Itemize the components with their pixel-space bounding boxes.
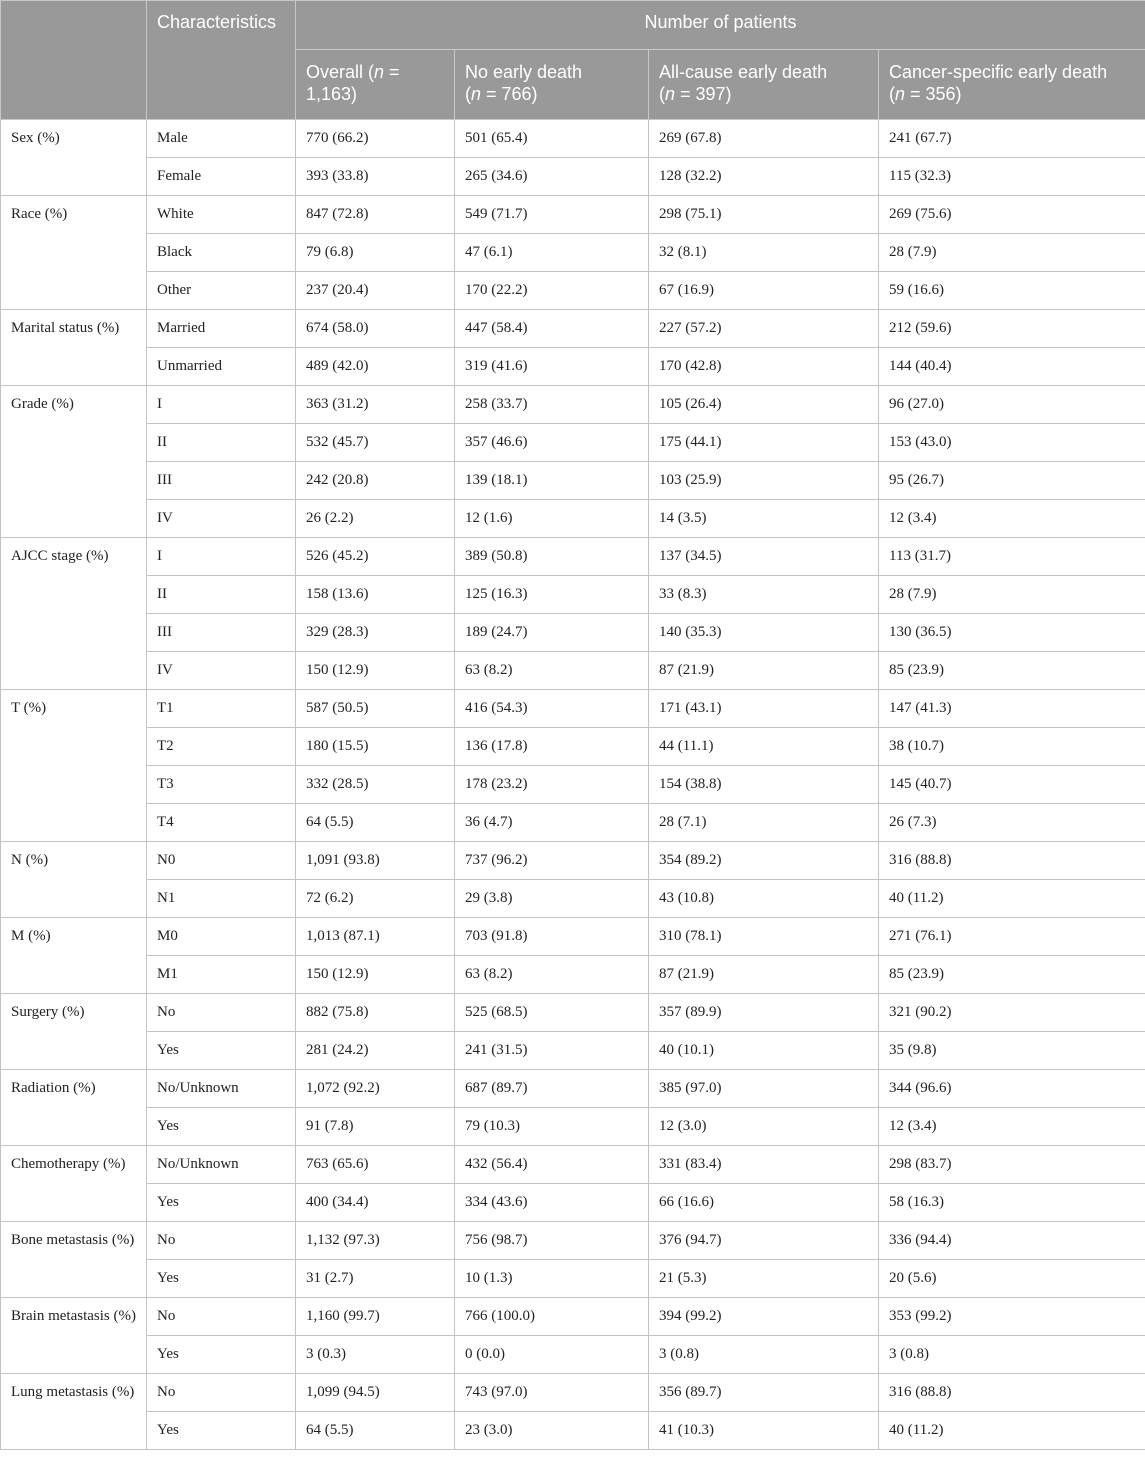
value-cell: 72 (6.2) [296, 880, 455, 918]
table-row [1, 196, 1145, 234]
table-row [1, 956, 1145, 994]
level-cell: N0 [147, 842, 296, 880]
level-cell: M1 [147, 956, 296, 994]
variable-cell: M (%) [1, 918, 147, 994]
value-cell: 743 (97.0) [455, 1374, 649, 1412]
value-cell: 10 (1.3) [455, 1260, 649, 1298]
value-cell: 525 (68.5) [455, 994, 649, 1032]
variable-cell: Race (%) [1, 196, 147, 310]
level-cell: No [147, 994, 296, 1032]
value-cell: 21 (5.3) [649, 1260, 879, 1298]
level-cell: IV [147, 652, 296, 690]
value-cell: 26 (7.3) [879, 804, 1145, 842]
level-cell: Yes [147, 1032, 296, 1070]
value-cell: 766 (100.0) [455, 1298, 649, 1336]
value-cell: 139 (18.1) [455, 462, 649, 500]
level-cell: No [147, 1298, 296, 1336]
table-header [1, 1, 1145, 120]
value-cell: 144 (40.4) [879, 348, 1145, 386]
value-cell: 128 (32.2) [649, 158, 879, 196]
value-cell: 526 (45.2) [296, 538, 455, 576]
level-cell: Other [147, 272, 296, 310]
value-cell: 363 (31.2) [296, 386, 455, 424]
level-cell: Yes [147, 1260, 296, 1298]
value-cell: 44 (11.1) [649, 728, 879, 766]
value-cell: 763 (65.6) [296, 1146, 455, 1184]
table-row [1, 1412, 1145, 1450]
value-cell: 432 (56.4) [455, 1146, 649, 1184]
value-cell: 532 (45.7) [296, 424, 455, 462]
level-cell: No [147, 1374, 296, 1412]
header-blank-cell [1, 1, 147, 120]
column-header [649, 50, 879, 120]
value-cell: 170 (22.2) [455, 272, 649, 310]
value-cell: 40 (11.2) [879, 1412, 1145, 1450]
value-cell: 58 (16.3) [879, 1184, 1145, 1222]
value-cell: 316 (88.8) [879, 842, 1145, 880]
column-header-paren: ( [889, 84, 895, 104]
column-header-label: Cancer-specific early death [889, 62, 1108, 82]
value-cell: 737 (96.2) [455, 842, 649, 880]
value-cell: 115 (32.3) [879, 158, 1145, 196]
table-row [1, 842, 1145, 880]
value-cell: 489 (42.0) [296, 348, 455, 386]
value-cell: 140 (35.3) [649, 614, 879, 652]
variable-cell: Bone metastasis (%) [1, 1222, 147, 1298]
table-row [1, 500, 1145, 538]
value-cell: 96 (27.0) [879, 386, 1145, 424]
level-cell: Married [147, 310, 296, 348]
value-cell: 189 (24.7) [455, 614, 649, 652]
value-cell: 1,132 (97.3) [296, 1222, 455, 1260]
level-cell: Yes [147, 1108, 296, 1146]
value-cell: 336 (94.4) [879, 1222, 1145, 1260]
table-row [1, 918, 1145, 956]
value-cell: 357 (46.6) [455, 424, 649, 462]
table-row [1, 728, 1145, 766]
variable-cell: Sex (%) [1, 120, 147, 196]
value-cell: 212 (59.6) [879, 310, 1145, 348]
level-cell: Male [147, 120, 296, 158]
value-cell: 170 (42.8) [649, 348, 879, 386]
value-cell: 28 (7.1) [649, 804, 879, 842]
value-cell: 1,072 (92.2) [296, 1070, 455, 1108]
value-cell: 12 (3.0) [649, 1108, 879, 1146]
value-cell: 847 (72.8) [296, 196, 455, 234]
column-header-count: = 356) [905, 84, 962, 104]
value-cell: 91 (7.8) [296, 1108, 455, 1146]
value-cell: 281 (24.2) [296, 1032, 455, 1070]
value-cell: 175 (44.1) [649, 424, 879, 462]
value-cell: 130 (36.5) [879, 614, 1145, 652]
table-row [1, 386, 1145, 424]
value-cell: 178 (23.2) [455, 766, 649, 804]
value-cell: 147 (41.3) [879, 690, 1145, 728]
value-cell: 40 (10.1) [649, 1032, 879, 1070]
level-cell: No/Unknown [147, 1146, 296, 1184]
table-row [1, 462, 1145, 500]
value-cell: 385 (97.0) [649, 1070, 879, 1108]
value-cell: 321 (90.2) [879, 994, 1145, 1032]
table-row [1, 880, 1145, 918]
table-row [1, 1184, 1145, 1222]
header-number-of-patients: Number of patients [296, 1, 1145, 50]
column-header-paren: ( [465, 84, 471, 104]
value-cell: 28 (7.9) [879, 576, 1145, 614]
value-cell: 41 (10.3) [649, 1412, 879, 1450]
value-cell: 79 (6.8) [296, 234, 455, 272]
value-cell: 85 (23.9) [879, 956, 1145, 994]
table-row [1, 348, 1145, 386]
table-row [1, 994, 1145, 1032]
value-cell: 549 (71.7) [455, 196, 649, 234]
table-row [1, 1260, 1145, 1298]
table-row [1, 538, 1145, 576]
value-cell: 171 (43.1) [649, 690, 879, 728]
value-cell: 38 (10.7) [879, 728, 1145, 766]
value-cell: 113 (31.7) [879, 538, 1145, 576]
level-cell: IV [147, 500, 296, 538]
level-cell: N1 [147, 880, 296, 918]
value-cell: 331 (83.4) [649, 1146, 879, 1184]
value-cell: 63 (8.2) [455, 956, 649, 994]
value-cell: 67 (16.9) [649, 272, 879, 310]
column-header-count: = 397) [675, 84, 732, 104]
table-row [1, 1336, 1145, 1374]
value-cell: 882 (75.8) [296, 994, 455, 1032]
column-header-label: No early death [465, 62, 583, 82]
value-cell: 150 (12.9) [296, 652, 455, 690]
value-cell: 357 (89.9) [649, 994, 879, 1032]
value-cell: 319 (41.6) [455, 348, 649, 386]
value-cell: 334 (43.6) [455, 1184, 649, 1222]
value-cell: 344 (96.6) [879, 1070, 1145, 1108]
value-cell: 376 (94.7) [649, 1222, 879, 1260]
column-header [879, 50, 1145, 120]
value-cell: 353 (99.2) [879, 1298, 1145, 1336]
value-cell: 12 (1.6) [455, 500, 649, 538]
value-cell: 105 (26.4) [649, 386, 879, 424]
value-cell: 1,160 (99.7) [296, 1298, 455, 1336]
value-cell: 95 (26.7) [879, 462, 1145, 500]
value-cell: 329 (28.3) [296, 614, 455, 652]
level-cell: M0 [147, 918, 296, 956]
value-cell: 265 (34.6) [455, 158, 649, 196]
value-cell: 12 (3.4) [879, 1108, 1145, 1146]
table-row [1, 120, 1145, 158]
value-cell: 85 (23.9) [879, 652, 1145, 690]
column-header [455, 50, 649, 120]
table-row [1, 652, 1145, 690]
variable-cell: Lung metastasis (%) [1, 1374, 147, 1450]
value-cell: 269 (75.6) [879, 196, 1145, 234]
value-cell: 258 (33.7) [455, 386, 649, 424]
table-row [1, 1298, 1145, 1336]
value-cell: 756 (98.7) [455, 1222, 649, 1260]
variable-cell: T (%) [1, 690, 147, 842]
variable-cell: Chemotherapy (%) [1, 1146, 147, 1222]
value-cell: 33 (8.3) [649, 576, 879, 614]
variable-cell: Brain metastasis (%) [1, 1298, 147, 1374]
value-cell: 1,099 (94.5) [296, 1374, 455, 1412]
value-cell: 31 (2.7) [296, 1260, 455, 1298]
value-cell: 587 (50.5) [296, 690, 455, 728]
value-cell: 43 (10.8) [649, 880, 879, 918]
value-cell: 687 (89.7) [455, 1070, 649, 1108]
value-cell: 310 (78.1) [649, 918, 879, 956]
value-cell: 14 (3.5) [649, 500, 879, 538]
column-header-n: n [374, 62, 385, 82]
table-row [1, 158, 1145, 196]
value-cell: 394 (99.2) [649, 1298, 879, 1336]
value-cell: 269 (67.8) [649, 120, 879, 158]
level-cell: III [147, 614, 296, 652]
value-cell: 36 (4.7) [455, 804, 649, 842]
value-cell: 1,013 (87.1) [296, 918, 455, 956]
level-cell: III [147, 462, 296, 500]
value-cell: 32 (8.1) [649, 234, 879, 272]
value-cell: 137 (34.5) [649, 538, 879, 576]
value-cell: 0 (0.0) [455, 1336, 649, 1374]
value-cell: 87 (21.9) [649, 652, 879, 690]
level-cell: I [147, 386, 296, 424]
value-cell: 154 (38.8) [649, 766, 879, 804]
value-cell: 29 (3.8) [455, 880, 649, 918]
value-cell: 501 (65.4) [455, 120, 649, 158]
level-cell: No [147, 1222, 296, 1260]
table-row [1, 1146, 1145, 1184]
value-cell: 416 (54.3) [455, 690, 649, 728]
value-cell: 241 (31.5) [455, 1032, 649, 1070]
column-header-label: Overall ( [306, 62, 375, 82]
value-cell: 79 (10.3) [455, 1108, 649, 1146]
level-cell: Yes [147, 1336, 296, 1374]
level-cell: T1 [147, 690, 296, 728]
level-cell: White [147, 196, 296, 234]
level-cell: T2 [147, 728, 296, 766]
value-cell: 47 (6.1) [455, 234, 649, 272]
table-row [1, 1222, 1145, 1260]
value-cell: 3 (0.8) [879, 1336, 1145, 1374]
value-cell: 63 (8.2) [455, 652, 649, 690]
level-cell: II [147, 576, 296, 614]
variable-cell: AJCC stage (%) [1, 538, 147, 690]
value-cell: 447 (58.4) [455, 310, 649, 348]
value-cell: 145 (40.7) [879, 766, 1145, 804]
value-cell: 298 (83.7) [879, 1146, 1145, 1184]
value-cell: 150 (12.9) [296, 956, 455, 994]
table-row [1, 690, 1145, 728]
value-cell: 153 (43.0) [879, 424, 1145, 462]
table-row [1, 766, 1145, 804]
value-cell: 59 (16.6) [879, 272, 1145, 310]
value-cell: 1,091 (93.8) [296, 842, 455, 880]
value-cell: 674 (58.0) [296, 310, 455, 348]
value-cell: 237 (20.4) [296, 272, 455, 310]
value-cell: 354 (89.2) [649, 842, 879, 880]
value-cell: 40 (11.2) [879, 880, 1145, 918]
column-header-n: n [895, 84, 906, 104]
variable-cell: Marital status (%) [1, 310, 147, 386]
value-cell: 400 (34.4) [296, 1184, 455, 1222]
value-cell: 64 (5.5) [296, 804, 455, 842]
table-body [1, 120, 1145, 1450]
table-row [1, 614, 1145, 652]
level-cell: Female [147, 158, 296, 196]
value-cell: 158 (13.6) [296, 576, 455, 614]
level-cell: Yes [147, 1412, 296, 1450]
table-row [1, 272, 1145, 310]
table-row [1, 310, 1145, 348]
table-row [1, 234, 1145, 272]
value-cell: 271 (76.1) [879, 918, 1145, 956]
value-cell: 103 (25.9) [649, 462, 879, 500]
column-header-n: n [665, 84, 676, 104]
column-header [296, 50, 455, 120]
value-cell: 770 (66.2) [296, 120, 455, 158]
value-cell: 66 (16.6) [649, 1184, 879, 1222]
table-row [1, 576, 1145, 614]
level-cell: No/Unknown [147, 1070, 296, 1108]
value-cell: 356 (89.7) [649, 1374, 879, 1412]
value-cell: 3 (0.8) [649, 1336, 879, 1374]
header-characteristics: Characteristics [147, 1, 296, 120]
value-cell: 26 (2.2) [296, 500, 455, 538]
value-cell: 316 (88.8) [879, 1374, 1145, 1412]
value-cell: 241 (67.7) [879, 120, 1145, 158]
value-cell: 23 (3.0) [455, 1412, 649, 1450]
table-row [1, 1374, 1145, 1412]
column-header-paren: ( [659, 84, 665, 104]
value-cell: 389 (50.8) [455, 538, 649, 576]
level-cell: T4 [147, 804, 296, 842]
value-cell: 136 (17.8) [455, 728, 649, 766]
value-cell: 20 (5.6) [879, 1260, 1145, 1298]
level-cell: T3 [147, 766, 296, 804]
value-cell: 393 (33.8) [296, 158, 455, 196]
level-cell: Black [147, 234, 296, 272]
value-cell: 28 (7.9) [879, 234, 1145, 272]
value-cell: 125 (16.3) [455, 576, 649, 614]
value-cell: 298 (75.1) [649, 196, 879, 234]
column-header-label: All-cause early death [659, 62, 828, 82]
table-row [1, 804, 1145, 842]
table-row [1, 1032, 1145, 1070]
value-cell: 332 (28.5) [296, 766, 455, 804]
value-cell: 180 (15.5) [296, 728, 455, 766]
level-cell: Yes [147, 1184, 296, 1222]
level-cell: Unmarried [147, 348, 296, 386]
variable-cell: N (%) [1, 842, 147, 918]
table-row [1, 424, 1145, 462]
value-cell: 227 (57.2) [649, 310, 879, 348]
value-cell: 242 (20.8) [296, 462, 455, 500]
column-header-n: n [471, 84, 482, 104]
column-header-count: = 1,163) [306, 62, 400, 104]
value-cell: 35 (9.8) [879, 1032, 1145, 1070]
table-row [1, 1070, 1145, 1108]
variable-cell: Radiation (%) [1, 1070, 147, 1146]
value-cell: 703 (91.8) [455, 918, 649, 956]
variable-cell: Grade (%) [1, 386, 147, 538]
column-header-count: = 766) [481, 84, 538, 104]
value-cell: 3 (0.3) [296, 1336, 455, 1374]
table-row [1, 1108, 1145, 1146]
value-cell: 12 (3.4) [879, 500, 1145, 538]
variable-cell: Surgery (%) [1, 994, 147, 1070]
level-cell: II [147, 424, 296, 462]
level-cell: I [147, 538, 296, 576]
value-cell: 87 (21.9) [649, 956, 879, 994]
value-cell: 64 (5.5) [296, 1412, 455, 1450]
